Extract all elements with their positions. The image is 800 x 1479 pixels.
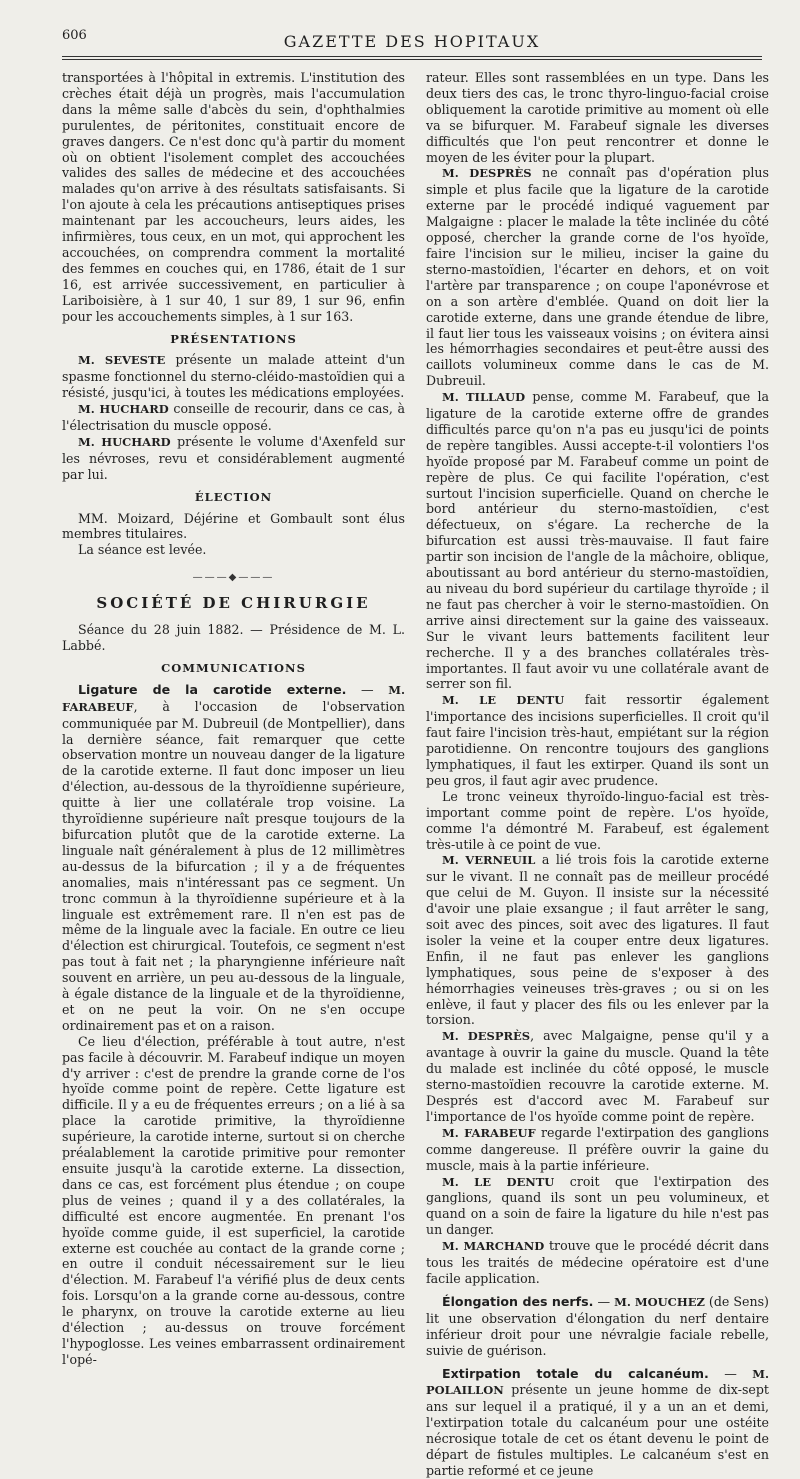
right-column	[426, 70, 769, 1479]
page-header	[62, 28, 762, 58]
paragraph-text: présente le volume d'Axenfeld sur les névroses, revu et considérablement augmenté par lui.	[62, 433, 405, 482]
despres-paragraph-1	[426, 165, 769, 389]
lieu-paragraph: Ce lieu d'élection, préférable à tout autre, n'est pas facile à découvrir. M. Farabeuf indique un moyen d'y arriver : c'est de prendre la grande corne de l'os hyoïde comme point de repère. Cette ligature est difficile. Il y a eu de fréquentes erreurs ; on a lié à sa place la carotide primitive, la thyroïdienne supérieure, la carotide interne, surtout si on cherche préalablement la carotide primitive pour remonter ensuite jusqu'à la carotide externe. La dissection, dans ce cas, est forcément plus étendue ; on coupe plus de veines ; quand il y a des collatérales, la difficulté est encore augmentée. En prenant l'os hyoïde comme guide, il est superficiel, la carotide externe est couchée au contact de la grande corne ; en outre il conduit nécessairement sur le lieu d'élection. M. Farabeuf l'a vérifié plus de deux cents fois. Lorsqu'on a la grande corne au-dessous, contre le pharynx, on trouve la carotide externe au lieu d'élection ; au-dessus on trouve forcément l'hypoglosse. Les veines embarrassent ordinairement l'opé-	[62, 1033, 405, 1367]
seveste-paragraph	[62, 352, 405, 401]
section-separator: ———◆———	[192, 572, 275, 584]
ligature-paragraph: Ligature de la carotide externe. — M. FARABEUF, à l'occasion de l'observation communiquée par M. Dubreuil (de Montpellier), dans la dernière séance, fait remarquer que cette observation montre un nouveau danger de la ligature de la carotide externe. Il faut donc imposer un lieu d'élection, au-dessous de la thyroïdienne supérieure, quitte à lier une collatérale trop voisine. La thyroïdienne supérieure naît presque toujours de la bifurcation plutôt que de la carotide externe. La linguale naît généralement à plus de 12 millimètres au-dessus de la bifurcation ; il y a de fréquentes anomalies, mais n'intéressant pas ce segment. Un tronc commun à la thyroïdienne supérieure et à la linguale est extrêmement rare. Il n'en est pas de même de la linguale avec la faciale. En outre ce lieu d'élection est chirurgical. Toutefois, ce segment n'est pas tout à fait net ; la pharyngienne inférieure naît souvent en arrière, un peu au-dessous de la linguale, à égale distance de la linguale et de la thyroïdienne, et on ne peut la voir. On ne s'en occupe ordinairement pas et on a raison.	[62, 681, 405, 1033]
speaker-name: M. DESPRÈS	[442, 1029, 531, 1044]
speaker-name: M. POLAILLON	[426, 1366, 769, 1398]
header-rule-second	[62, 59, 762, 60]
mortality-paragraph: transportées à l'hôpital in extremis. L'institution des crèches était déjà un progrès, mais l'accumulation dans la même salle d'abcès du sein, d'ophthalmies purulentes, de péritonites, constituait encore de graves dangers. Ce n'est donc qu'à partir du moment où on obtient l'isolement complet des accouchées valides des salles de médecine et des accouchées malades qu'on arrive à des résultats satisfaisants. Si l'on ajoute à cela les précautions antiseptiques prises maintenant par les accoucheurs, leurs aides, les infirmières, tous ceux, en un mot, qui approchent les accouchées, on comprendra comment la mortalité des femmes en couches qui, en 1786, était de 1 sur 16, est arrivée successivement, en particulier à Lariboisière, à 1 sur 40, 1 sur 89, 1 sur 96, enfin pour les accouchements simples, à 1 sur 163.	[62, 70, 405, 324]
despres-paragraph-2	[426, 1028, 769, 1124]
header-rule	[62, 56, 762, 57]
communications-heading: COMMUNICATIONS	[161, 660, 306, 675]
paragraph-text: regarde l'extirpation des ganglions comme dangereuse. Il préfère ouvrir la gaine du muscle, mais à la partie inférieure.	[426, 1124, 769, 1173]
paragraph-text: a lié trois fois la carotide externe sur le vivant. Il ne connaît pas de meilleur procédé que celui de M. Guyon. Il insiste sur la nécessité d'avoir une plaie exsangue ; il faut arrêter le sang, soit avec des pinces, soit avec des ligatures. Il faut isoler la veine et la couper entre deux ligatures. Enfin, il ne faut pas enlever les ganglions lymphatiques, sous peine de s'exposer à des hémorrhagies veineuses très-graves ; ou si on les enlève, il faut y placer des fils ou les enlever par la torsion.	[426, 852, 769, 1028]
left-column	[62, 70, 405, 1368]
speaker-name: M. MARCHAND	[442, 1239, 545, 1254]
huchard-paragraph-2	[62, 434, 405, 483]
elongation-paragraph: Élongation des nerfs. — M. MOUCHEZ (de Sens) lit une observation d'élongation du nerf dentaire inférieur droit pour une névralgie faciale rebelle, suivie de guérison.	[426, 1293, 769, 1358]
tillaux-paragraph	[426, 389, 769, 692]
page-number: 606	[62, 28, 87, 43]
extirpation-paragraph: Extirpation totale du calcanéum. — M. POLAILLON présente un jeune homme de dix-sept ans sur lequel il a pratiqué, il y a un an et demi, l'extirpation totale du calcanéum pour une ostéite nécrosique totale de cet os étant devenu le point de départ de fistules multiples. Le calcanéum s'est en partie reformé et ce jeune	[426, 1365, 769, 1478]
rateur-paragraph: rateur. Elles sont rassemblées en un type. Dans les deux tiers des cas, le tronc thyro-linguo-facial croise obliquement la carotide primitive au moment où elle va se bifurquer. M. Farabeuf signale les diverses difficultés que l'on peut rencontrer et donne le moyen de les éviter pour la plupart.	[426, 70, 769, 165]
speaker-name: M. TILLAUD	[442, 390, 526, 405]
paragraph-text: présente un malade atteint d'un spasme fonctionnel du sterno-cléido-mastoïdien qui a résisté, jusqu'ici, à toutes les médications employées.	[62, 352, 405, 401]
dentu-paragraph-1	[426, 692, 769, 788]
tronc-paragraph: Le tronc veineux thyroïdo-linguo-facial est très-important comme point de repère. L'os hyoïde, comme l'a démontré M. Farabeuf, est également très-utile à ce point de vue.	[426, 788, 769, 852]
paragraph-text: croit que l'extirpation des ganglions, quand ils sont un peu volumineux, et quand on a soin de faire la ligature du hile n'est pas un danger.	[426, 1173, 769, 1238]
paragraph-text: pense, comme M. Farabeuf, que la ligature de la carotide externe offre de grandes difficultés parce qu'on n'a pas eu jusqu'ici de points de repère tangibles. Aussi accepte-t-il volontiers l'os hyoïde proposé par M. Farabeuf comme un point de repère de plus. Ce qui facilite l'opération, c'est surtout l'incision superficielle. Quand on cherche le bord antérieur du sterno-mastoïdien, c'est défectueux, on s'égare. La recherche de la bifurcation est aussi très-mauvaise. Il faut faire partir son incision de l'angle de la mâchoire, oblique, aboutissant au bord antérieur du sterno-mastoïdien, au niveau du bord supérieur du cartilage thyroïde ; il ne faut pas chercher à voir le sterno-mastoïdien. On arrive ainsi directement sur la gaine des vaisseaux. Sur le vivant leurs battements facilitent leur recherche. Il y a des branches collatérales très-importantes. Il faut avoir vu une collatérale avant de serrer son fil.	[426, 389, 769, 692]
paragraph-text: , avec Malgaigne, pense qu'il y a avantage à ouvrir la gaine du muscle. Quand la tête du malade est inclinée du côté opposé, le muscle sterno-mastoïdien recouvre la carotide externe. M. Després est d'accord avec M. Farabeuf sur l'importance de l'os hyoïde comme point de repère.	[426, 1028, 769, 1124]
huchard-paragraph-1	[62, 401, 405, 434]
article-title: Extirpation totale du calcanéum.	[442, 1365, 709, 1381]
speaker-name: M. SEVESTE	[78, 353, 166, 368]
farabeuf-paragraph-2	[426, 1125, 769, 1174]
paragraph-text: ne connaît pas d'opération plus simple et plus facile que la ligature de la carotide externe par le procédé indiqué vaguement par Malgaigne : placer le malade la tête inclinée du côté opposé, chercher la grande corne de l'os hyoïde, faire l'incision sur le milieu, inciser la gaine du sterno-mastoïdien, l'écarter en dehors, et on voit l'artère par transparence ; on coupe l'aponévrose et on a son artère d'emblée. Quand on doit lier la carotide externe, dans une grande étendue de libre, il faut lier tous les vaisseaux voisins ; on évitera ainsi les hémorrhagies secondaires et peut-être aussi des caillots volumineux comme dans le cas de M. Dubreuil.	[426, 165, 769, 389]
speaker-name: M. FARABEUF	[62, 682, 405, 714]
speaker-name: M. DESPRÈS	[442, 166, 532, 181]
election-heading: ÉLECTION	[194, 489, 273, 504]
speaker-name: M. LE DENTU	[442, 1174, 555, 1189]
speaker-name: M. LE DENTU	[442, 693, 565, 708]
election-paragraph: MM. Moizard, Déjérine et Gombault sont élus membres titulaires.	[62, 510, 405, 542]
speaker-name: M. HUCHARD	[78, 402, 169, 417]
article-title: Élongation des nerfs.	[442, 1293, 594, 1309]
speaker-name: M. MOUCHEZ	[614, 1294, 705, 1309]
seance-levee: La séance est levée.	[78, 542, 207, 558]
speaker-name: M. HUCHARD	[78, 434, 171, 449]
verneuil-paragraph	[426, 852, 769, 1028]
paragraph-text: trouve que le procédé décrit dans tous les traités de médecine opératoire est d'une facile application.	[426, 1238, 769, 1286]
marchand-paragraph	[426, 1238, 769, 1287]
paragraph-text: fait ressortir également l'importance des incisions superficielles. Il croit qu'il faut faire l'incision très-haut, empiétant sur la région parotidienne. On rencontre toujours des ganglions lymphatiques, il faut les extirper. Quand ils sont un peu gros, il faut agir avec prudence.	[426, 692, 769, 788]
article-title: Ligature de la carotide externe.	[78, 681, 347, 697]
paragraph-text: , à l'occasion de l'observation communiquée par M. Dubreuil (de Montpellier), dans la dernière séance, fait remarquer que cette observation montre un nouveau danger de la ligature de la carotide externe. Il faut donc imposer un lieu d'élection, au-dessous de la thyroïdienne supérieure, quitte à lier une collatérale trop voisine. La thyroïdienne supérieure naît presque toujours de la bifurcation plutôt que de la carotide externe. La linguale naît généralement à plus de 12 millimètres au-dessus de la bifurcation ; il y a de fréquentes anomalies, mais n'intéressant pas ce segment. Un tronc commun à la thyroïdienne supérieure et à la linguale est extrêmement rare. Il n'en est pas de même de la linguale avec la faciale. En outre ce lieu d'élection est chirurgical. Toutefois, ce segment n'est pas tout à fait net ; la pharyngienne inférieure naît souvent en arrière, un peu au-dessous de la linguale, à égale distance de la linguale et de la thyroïdienne, et on ne peut la voir. On ne s'en occupe ordinairement pas et on a raison.	[62, 698, 405, 1033]
paragraph-text: (de Sens) lit une observation d'élongation du nerf dentaire inférieur droit pour une névralgie faciale rebelle, suivie de guérison.	[426, 1293, 769, 1358]
presentations-heading: PRÉSENTATIONS	[170, 331, 297, 346]
society-heading: SOCIÉTÉ DE CHIRURGIE	[96, 594, 371, 613]
seance-line: Séance du 28 juin 1882. — Présidence de M. L. Labbé.	[62, 622, 405, 653]
paragraph-text: présente un jeune homme de dix-sept ans sur lequel il a pratiqué, il y a un an et demi, l'extirpation totale du calcanéum pour une ostéite nécrosique totale de cet os étant devenu le point de départ de fistules multiples. Le calcanéum s'est en partie reformé et ce jeune	[426, 1382, 769, 1478]
speaker-name: M. VERNEUIL	[442, 853, 536, 868]
speaker-name: M. FARABEUF	[442, 1125, 536, 1140]
dentu-paragraph-2	[426, 1174, 769, 1239]
journal-title: GAZETTE DES HOPITAUX	[283, 32, 541, 51]
paragraph-text: conseille de recourir, dans ce cas, à l'électrisation du muscle opposé.	[62, 401, 406, 434]
